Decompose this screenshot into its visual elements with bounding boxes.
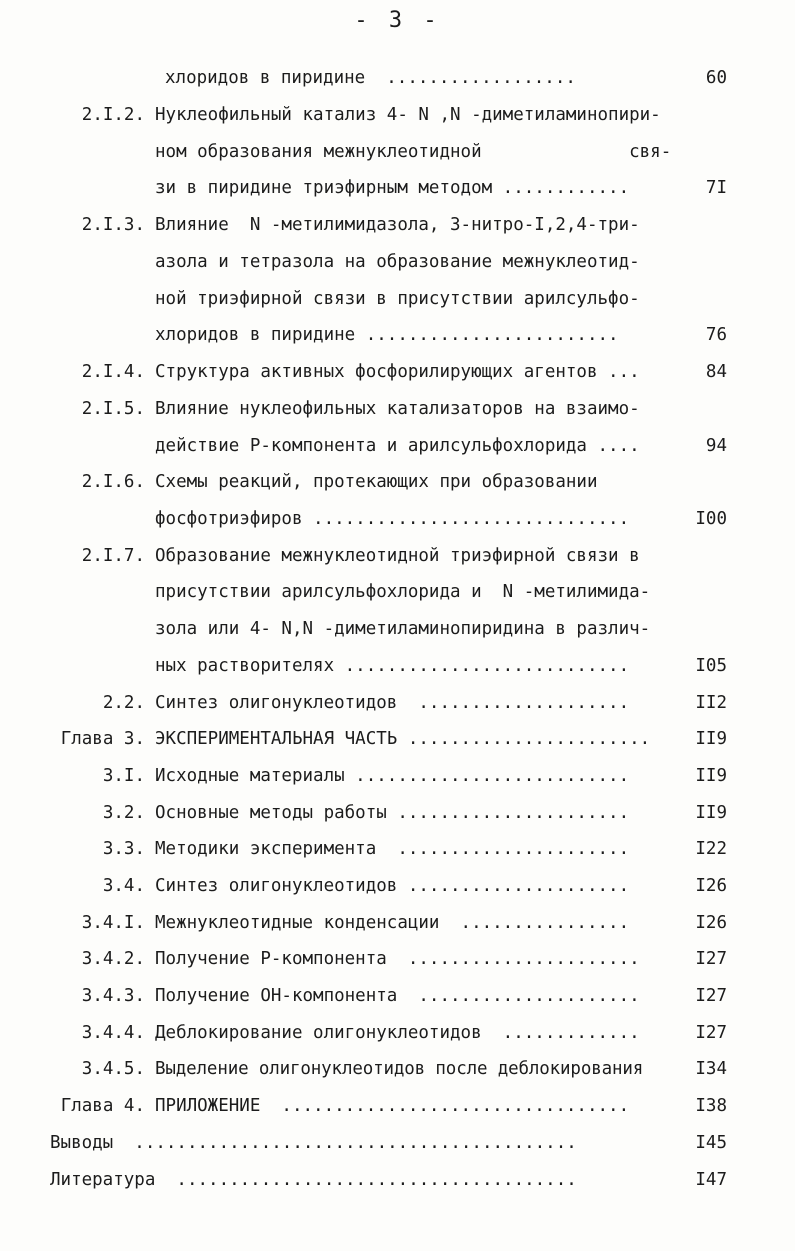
toc-text: зи в пиридине триэфирным методом ............ bbox=[155, 178, 630, 198]
toc-page: II9 bbox=[695, 803, 727, 823]
toc-text: хлоридов в пиридине .................. bbox=[165, 68, 576, 88]
toc-line bbox=[0, 1091, 795, 1121]
toc-line bbox=[0, 577, 795, 607]
toc-text: Исходные материалы .......................... bbox=[155, 766, 630, 786]
toc-line bbox=[0, 504, 795, 534]
toc-number: 3.4.4. bbox=[81, 1023, 145, 1043]
toc-page: I34 bbox=[695, 1059, 727, 1079]
toc-page: I38 bbox=[695, 1096, 727, 1116]
toc-line bbox=[0, 834, 795, 864]
toc-number: 2.I.4. bbox=[81, 362, 145, 382]
toc-line bbox=[0, 467, 795, 497]
toc-text: Схемы реакций, протекающих при образовании bbox=[155, 472, 598, 492]
toc-page: I27 bbox=[695, 986, 727, 1006]
toc-number: 3.I. bbox=[102, 766, 145, 786]
toc-text: присутствии арилсульфохлорида и N -метилимида- bbox=[155, 582, 651, 602]
toc-line bbox=[0, 541, 795, 571]
toc-number: 2.I.6. bbox=[81, 472, 145, 492]
toc-text: ном образования межнуклеотидной свя- bbox=[155, 142, 672, 162]
toc-number: 2.I.5. bbox=[81, 399, 145, 419]
toc-page: 7I bbox=[705, 178, 727, 198]
toc-page: 60 bbox=[705, 68, 727, 88]
toc-text: азола и тетразола на образование межнуклеотид- bbox=[155, 252, 640, 272]
toc-line bbox=[0, 688, 795, 718]
toc-line bbox=[0, 1054, 795, 1084]
toc-number: 3.4.I. bbox=[81, 913, 145, 933]
toc-text: Межнуклеотидные конденсации ................ bbox=[155, 913, 630, 933]
toc-number: 3.4.3. bbox=[81, 986, 145, 1006]
toc-number: 2.I.3. bbox=[81, 215, 145, 235]
toc-page: I05 bbox=[695, 656, 727, 676]
toc-line bbox=[0, 431, 795, 461]
toc-line bbox=[0, 761, 795, 791]
toc-page: 84 bbox=[705, 362, 727, 382]
toc-page: I26 bbox=[695, 913, 727, 933]
toc-text: ной триэфирной связи в присутствии арилсульфо- bbox=[155, 289, 640, 309]
toc-text: действие Р-компонента и арилсульфохлорида .... bbox=[155, 436, 640, 456]
toc-number: 3.4.2. bbox=[81, 949, 145, 969]
toc-text: Структура активных фосфорилирующих агентов ... bbox=[155, 362, 640, 382]
toc-text: фосфотриэфиров .............................. bbox=[155, 509, 630, 529]
toc-line bbox=[0, 394, 795, 424]
toc-number: 3.4. bbox=[102, 876, 145, 896]
toc-line bbox=[0, 100, 795, 130]
toc-line bbox=[0, 210, 795, 240]
toc-page: I27 bbox=[695, 1023, 727, 1043]
toc-line bbox=[0, 1018, 795, 1048]
toc-text: Получение ОН-компонента ..................... bbox=[155, 986, 640, 1006]
toc-line bbox=[0, 284, 795, 314]
toc-number: 3.4.5. bbox=[81, 1059, 145, 1079]
toc-text: Деблокирование олигонуклеотидов ............. bbox=[155, 1023, 640, 1043]
toc-line bbox=[0, 798, 795, 828]
toc-number: 2.I.7. bbox=[81, 546, 145, 566]
toc-text: хлоридов в пиридине ........................ bbox=[155, 325, 619, 345]
toc-line bbox=[0, 724, 795, 754]
toc-line bbox=[0, 137, 795, 167]
toc-text: Нуклеофильный катализ 4- N ,N -диметиламинопири- bbox=[155, 105, 661, 125]
toc-text: Методики эксперимента ...................... bbox=[155, 839, 630, 859]
toc-line bbox=[0, 173, 795, 203]
toc-text: Выделение олигонуклеотидов после деблокирования bbox=[155, 1059, 644, 1079]
toc-line bbox=[0, 944, 795, 974]
toc-line bbox=[0, 908, 795, 938]
toc-line bbox=[0, 63, 795, 93]
toc-page: 76 bbox=[705, 325, 727, 345]
toc-text: Образование межнуклеотидной триэфирной связи в bbox=[155, 546, 640, 566]
toc-page: I26 bbox=[695, 876, 727, 896]
toc-line bbox=[0, 981, 795, 1011]
toc-number: 2.I.2. bbox=[81, 105, 145, 125]
toc-number: Глава 4. bbox=[60, 1096, 145, 1116]
page-number: - 3 - bbox=[354, 8, 441, 33]
toc-page: II9 bbox=[695, 729, 727, 749]
toc-text: Выводы .......................................... bbox=[50, 1133, 577, 1153]
toc-line bbox=[0, 651, 795, 681]
toc-text: ЭКСПЕРИМЕНТАЛЬНАЯ ЧАСТЬ ....................... bbox=[155, 729, 651, 749]
toc-text: ПРИЛОЖЕНИЕ ................................. bbox=[155, 1096, 630, 1116]
toc-page: I47 bbox=[695, 1170, 727, 1190]
toc-page: II9 bbox=[695, 766, 727, 786]
toc-text: Литература ...................................... bbox=[50, 1170, 577, 1190]
toc-page: I45 bbox=[695, 1133, 727, 1153]
toc-number: 2.2. bbox=[102, 693, 145, 713]
toc-text: Влияние N -метилимидазола, 3-нитро-I,2,4-три- bbox=[155, 215, 640, 235]
toc-line bbox=[0, 247, 795, 277]
toc-page: 94 bbox=[705, 436, 727, 456]
toc-text: Влияние нуклеофильных катализаторов на взаимо- bbox=[155, 399, 640, 419]
toc-number: Глава 3. bbox=[60, 729, 145, 749]
toc-line bbox=[0, 320, 795, 350]
toc-page: I27 bbox=[695, 949, 727, 969]
toc-page: II2 bbox=[695, 693, 727, 713]
toc-page: I22 bbox=[695, 839, 727, 859]
toc-text: Получение Р-компонента ...................... bbox=[155, 949, 640, 969]
toc-number: 3.3. bbox=[102, 839, 145, 859]
toc-page: I00 bbox=[695, 509, 727, 529]
toc-text: Основные методы работы ...................... bbox=[155, 803, 630, 823]
toc-text: зола или 4- N,N -диметиламинопиридина в различ- bbox=[155, 619, 651, 639]
toc-number: 3.2. bbox=[102, 803, 145, 823]
toc-text: Синтез олигонуклеотидов .................... bbox=[155, 693, 630, 713]
toc-line bbox=[0, 871, 795, 901]
toc-line bbox=[0, 614, 795, 644]
toc-line bbox=[0, 357, 795, 387]
toc-line bbox=[0, 1165, 795, 1195]
toc-text: Синтез олигонуклеотидов ..................... bbox=[155, 876, 630, 896]
toc-text: ных растворителях ........................... bbox=[155, 656, 630, 676]
toc-line bbox=[0, 1128, 795, 1158]
